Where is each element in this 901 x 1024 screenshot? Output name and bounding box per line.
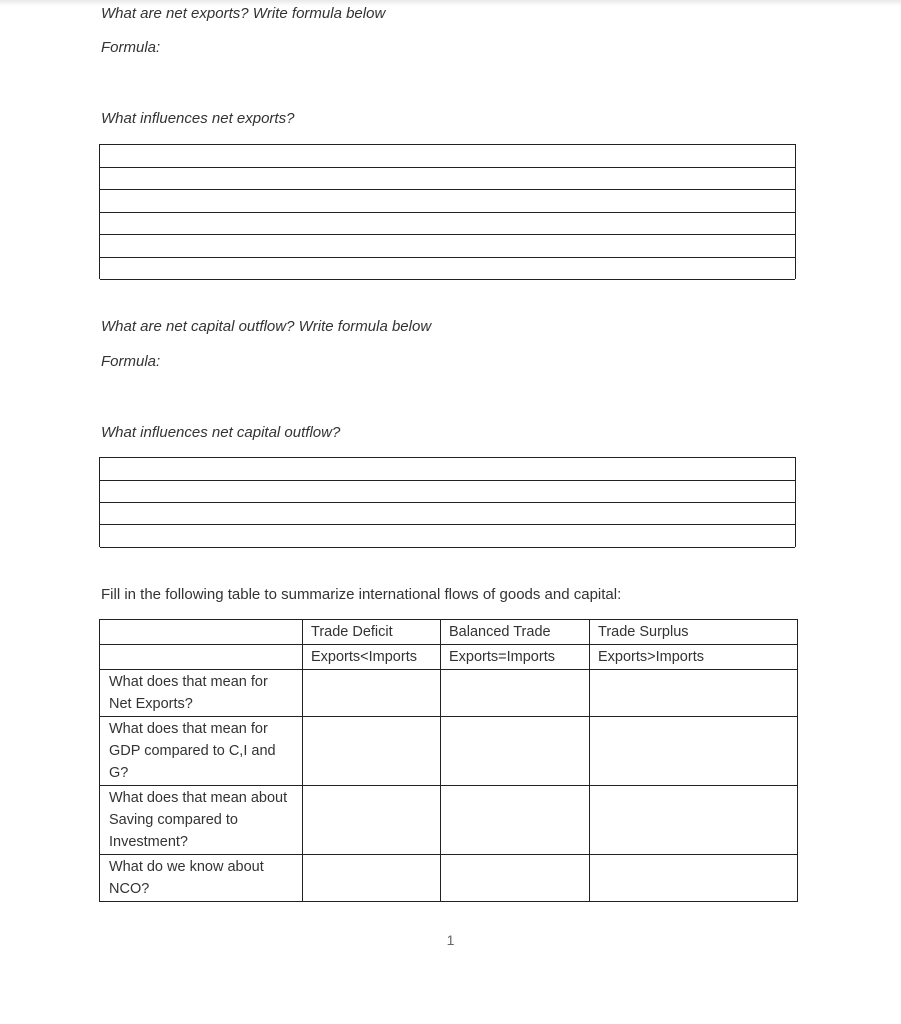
subheader-exports-less-imports: Exports<Imports	[303, 645, 441, 670]
answer-cell[interactable]	[590, 670, 798, 717]
header-trade-deficit: Trade Deficit	[303, 620, 441, 645]
net-exports-answer-lines	[99, 144, 796, 279]
answer-line[interactable]	[100, 503, 795, 525]
answer-line[interactable]	[100, 458, 795, 481]
page-number: 1	[446, 932, 455, 948]
answer-line[interactable]	[100, 190, 795, 213]
table-corner-cell	[100, 645, 303, 670]
answer-line[interactable]	[100, 258, 795, 280]
table-subheader-row	[100, 645, 798, 670]
answer-cell[interactable]	[303, 670, 441, 717]
answer-cell[interactable]	[590, 717, 798, 786]
header-trade-surplus: Trade Surplus	[590, 620, 798, 645]
answer-cell[interactable]	[590, 786, 798, 855]
table-row	[100, 717, 798, 786]
table-header-row	[100, 620, 798, 645]
nco-answer-lines	[99, 457, 796, 547]
header-balanced-trade: Balanced Trade	[441, 620, 590, 645]
answer-line[interactable]	[100, 525, 795, 548]
answer-cell[interactable]	[303, 717, 441, 786]
subheader-exports-equal-imports: Exports=Imports	[441, 645, 590, 670]
answer-line[interactable]	[100, 235, 795, 258]
answer-cell[interactable]	[441, 855, 590, 902]
nco-influences-question: What influences net capital outflow?	[101, 424, 341, 441]
table-row	[100, 786, 798, 855]
row-label-nco: What do we know about NCO?	[100, 855, 303, 902]
table-intro: Fill in the following table to summarize international flows of goods and capital:	[101, 586, 622, 603]
net-exports-influences-question: What influences net exports?	[101, 110, 295, 127]
net-exports-question: What are net exports? Write formula below	[101, 5, 386, 22]
formula-label-1: Formula:	[101, 39, 161, 56]
answer-line[interactable]	[100, 481, 795, 503]
row-label-gdp: What does that mean for GDP compared to C,I and G?	[100, 717, 303, 786]
row-label-saving: What does that mean about Saving compared to Investment?	[100, 786, 303, 855]
formula-label-2: Formula:	[101, 353, 161, 370]
table-corner-cell	[100, 620, 303, 645]
answer-cell[interactable]	[441, 717, 590, 786]
table-row	[100, 855, 798, 902]
table-row	[100, 670, 798, 717]
nco-question: What are net capital outflow? Write formula below	[101, 318, 432, 335]
answer-cell[interactable]	[441, 670, 590, 717]
answer-line[interactable]	[100, 213, 795, 235]
answer-cell[interactable]	[590, 855, 798, 902]
answer-cell[interactable]	[303, 786, 441, 855]
international-flows-table	[99, 619, 798, 902]
answer-line[interactable]	[100, 168, 795, 190]
row-label-net-exports: What does that mean for Net Exports?	[100, 670, 303, 717]
answer-line[interactable]	[100, 145, 795, 168]
answer-cell[interactable]	[441, 786, 590, 855]
answer-cell[interactable]	[303, 855, 441, 902]
subheader-exports-greater-imports: Exports>Imports	[590, 645, 798, 670]
